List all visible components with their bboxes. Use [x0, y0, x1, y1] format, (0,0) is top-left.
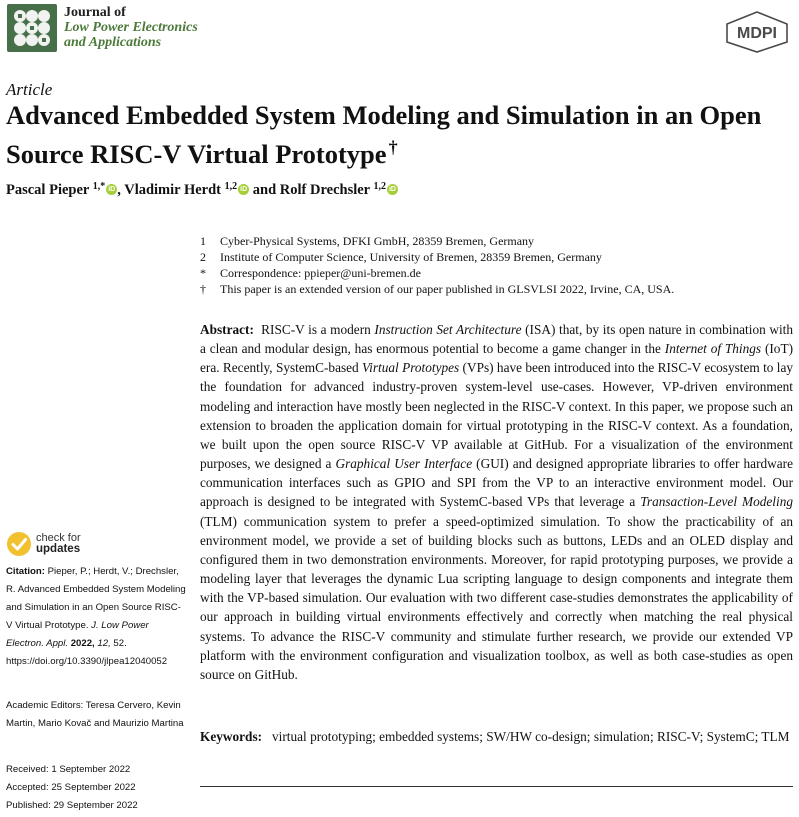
affiliation-row	[200, 281, 674, 297]
citation-doi[interactable]: 52. https://doi.org/10.3390/jlpea12040052	[6, 638, 168, 667]
affiliation-row	[200, 233, 674, 249]
affiliation-mark: 1	[200, 234, 206, 248]
journal-name-line3: and Applications	[64, 35, 162, 50]
citation-year: 2022,	[70, 638, 95, 649]
affiliation-mark: *	[200, 266, 206, 280]
citation-text: Pieper, P.; Herdt, V.; Drechsler, R. Advanced Embedded System Modeling and Simulation in an Open Source RISC-V Virtual Prototype.	[6, 566, 186, 631]
article-type: Article	[6, 80, 53, 99]
received-date: Received: 1 September 2022	[6, 764, 131, 775]
journal-name-line1: Journal of	[64, 5, 126, 20]
affiliations	[200, 233, 674, 297]
extended-version-note: This paper is an extended version of our paper published in GLSVLSI 2022, Irvine, CA, USA.	[220, 282, 675, 296]
article-title	[6, 99, 796, 170]
affiliation-row	[200, 249, 674, 265]
citation	[6, 563, 186, 671]
check-for-updates-button[interactable]	[6, 531, 116, 559]
abstract-seg: Graphical User Interface	[335, 456, 473, 472]
abstract-seg: (ISA) that, by its open nature in combination with a clean and modular design, has enormous potential to become a game changer in the	[200, 322, 793, 357]
author-name[interactable]: Pascal Pieper	[6, 182, 90, 198]
orcid-icon[interactable]: iD	[388, 186, 396, 193]
abstract-seg: Virtual Prototypes	[362, 360, 460, 376]
citation-volume: 12,	[97, 638, 111, 649]
accepted-date: Accepted: 25 September 2022	[6, 782, 136, 793]
check-updates-line2: updates	[36, 543, 81, 555]
journal-logo-icon	[7, 4, 57, 52]
author-affiliation-mark: 1,*	[92, 181, 106, 192]
author-separator: and	[249, 182, 280, 198]
affiliation-mark: 2	[200, 250, 206, 264]
orcid-icon[interactable]: iD	[108, 186, 116, 193]
abstract-seg: (GUI) and designed appropriate libraries to offer hardware communication interfaces such as GPIO and SPI from the VP to an interactive environment model. Our approach is designed to be integrated with SystemC-based VPs that leverage a	[200, 456, 793, 510]
citation-journal: J. Low Power Electron. Appl.	[6, 620, 149, 649]
divider	[200, 786, 793, 787]
article-title-text: Advanced Embedded System Modeling and Simulation in an Open Source RISC-V Virtual Prototype	[6, 100, 762, 169]
author-name[interactable]: Vladimir Herdt	[124, 182, 222, 198]
title-footnote-mark: †	[388, 137, 398, 157]
academic-editors: Academic Editors: Teresa Cervero, Kevin Martin, Mario Kovač and Maurizio Martina	[6, 700, 184, 729]
keywords-label: Keywords:	[200, 729, 263, 744]
abstract-seg: (TLM) communication system to prefer a speed-optimized simulation. To show the practicability of an environment model, we provide a set of building blocks such as buttons, LEDs and an OLED display and configured them in two demonstration environments. Moreover, for rapid prototyping purposes, we provide a modeling layer that leverages the dynamic Lua scripting language to design components and integrate them with the VP-based simulation. Our evaluation with two different case-studies demonstrates the applicability of our approach in building virtual environments effectively and correctly when matching the real physical systems. To advance the RISC-V community and stimulate further research, we provide our extended VP platform with the environment configuration and visualization toolbox, as well as both case-studies as open source on GitHub.	[200, 513, 793, 682]
affiliation-row	[200, 265, 674, 281]
abstract	[200, 320, 793, 684]
affiliation-text: Cyber-Physical Systems, DFKI GmbH, 28359 Bremen, Germany	[220, 234, 535, 248]
author-list	[6, 181, 398, 199]
author-affiliation-mark: 1,2	[224, 181, 238, 192]
affiliation-text: Institute of Computer Science, University of Bremen, 28359 Bremen, Germany	[220, 250, 602, 264]
journal-logo	[7, 4, 57, 52]
keywords-text: virtual prototyping; embedded systems; SW/HW co-design; simulation; RISC-V; SystemC; TLM	[272, 729, 790, 744]
abstract-seg: Instruction Set Architecture	[374, 322, 522, 337]
abstract-seg: Internet of Things	[664, 341, 762, 357]
abstract-seg: Transaction-Level Modeling	[640, 494, 793, 510]
journal-name	[64, 5, 198, 50]
affiliation-mark: †	[200, 282, 206, 296]
check-updates-line1: check for	[36, 532, 81, 544]
orcid-icon[interactable]: iD	[240, 186, 248, 193]
correspondence-text[interactable]: Correspondence: ppieper@uni-bremen.de	[220, 266, 421, 280]
author-name[interactable]: Rolf Drechsler	[279, 182, 370, 198]
abstract-seg: (VPs) have been introduced into the RISC-V ecosystem to lay the foundation for advanced industry-proven system-level use-cases. However, VP-driven environment modeling and interaction have mostly been neglected in the RISC-V context. In this paper, we propose such an extension to broaden the application domain for virtual prototyping in the RISC-V context. As a foundation, we built upon the open source RISC-V VP available at GitHub. For a visualization of the environment purposes, we designed a	[200, 360, 793, 472]
citation-label: Citation:	[6, 566, 45, 577]
abstract-seg: RISC-V is a modern	[261, 322, 375, 337]
author-affiliation-mark: 1,2	[373, 181, 386, 192]
publisher-name: MDPI	[737, 25, 777, 42]
keywords	[200, 727, 793, 746]
journal-name-line2: Low Power Electronics	[64, 20, 198, 35]
check-updates-icon	[6, 531, 32, 557]
abstract-seg: (IoT) era. Recently, SystemC-based	[200, 341, 793, 376]
abstract-label: Abstract:	[200, 322, 254, 337]
publication-dates	[6, 761, 186, 815]
publisher-logo	[723, 10, 791, 54]
published-date: Published: 29 September 2022	[6, 800, 138, 811]
mdpi-logo-icon	[723, 10, 791, 54]
author-separator: ,	[117, 182, 125, 198]
